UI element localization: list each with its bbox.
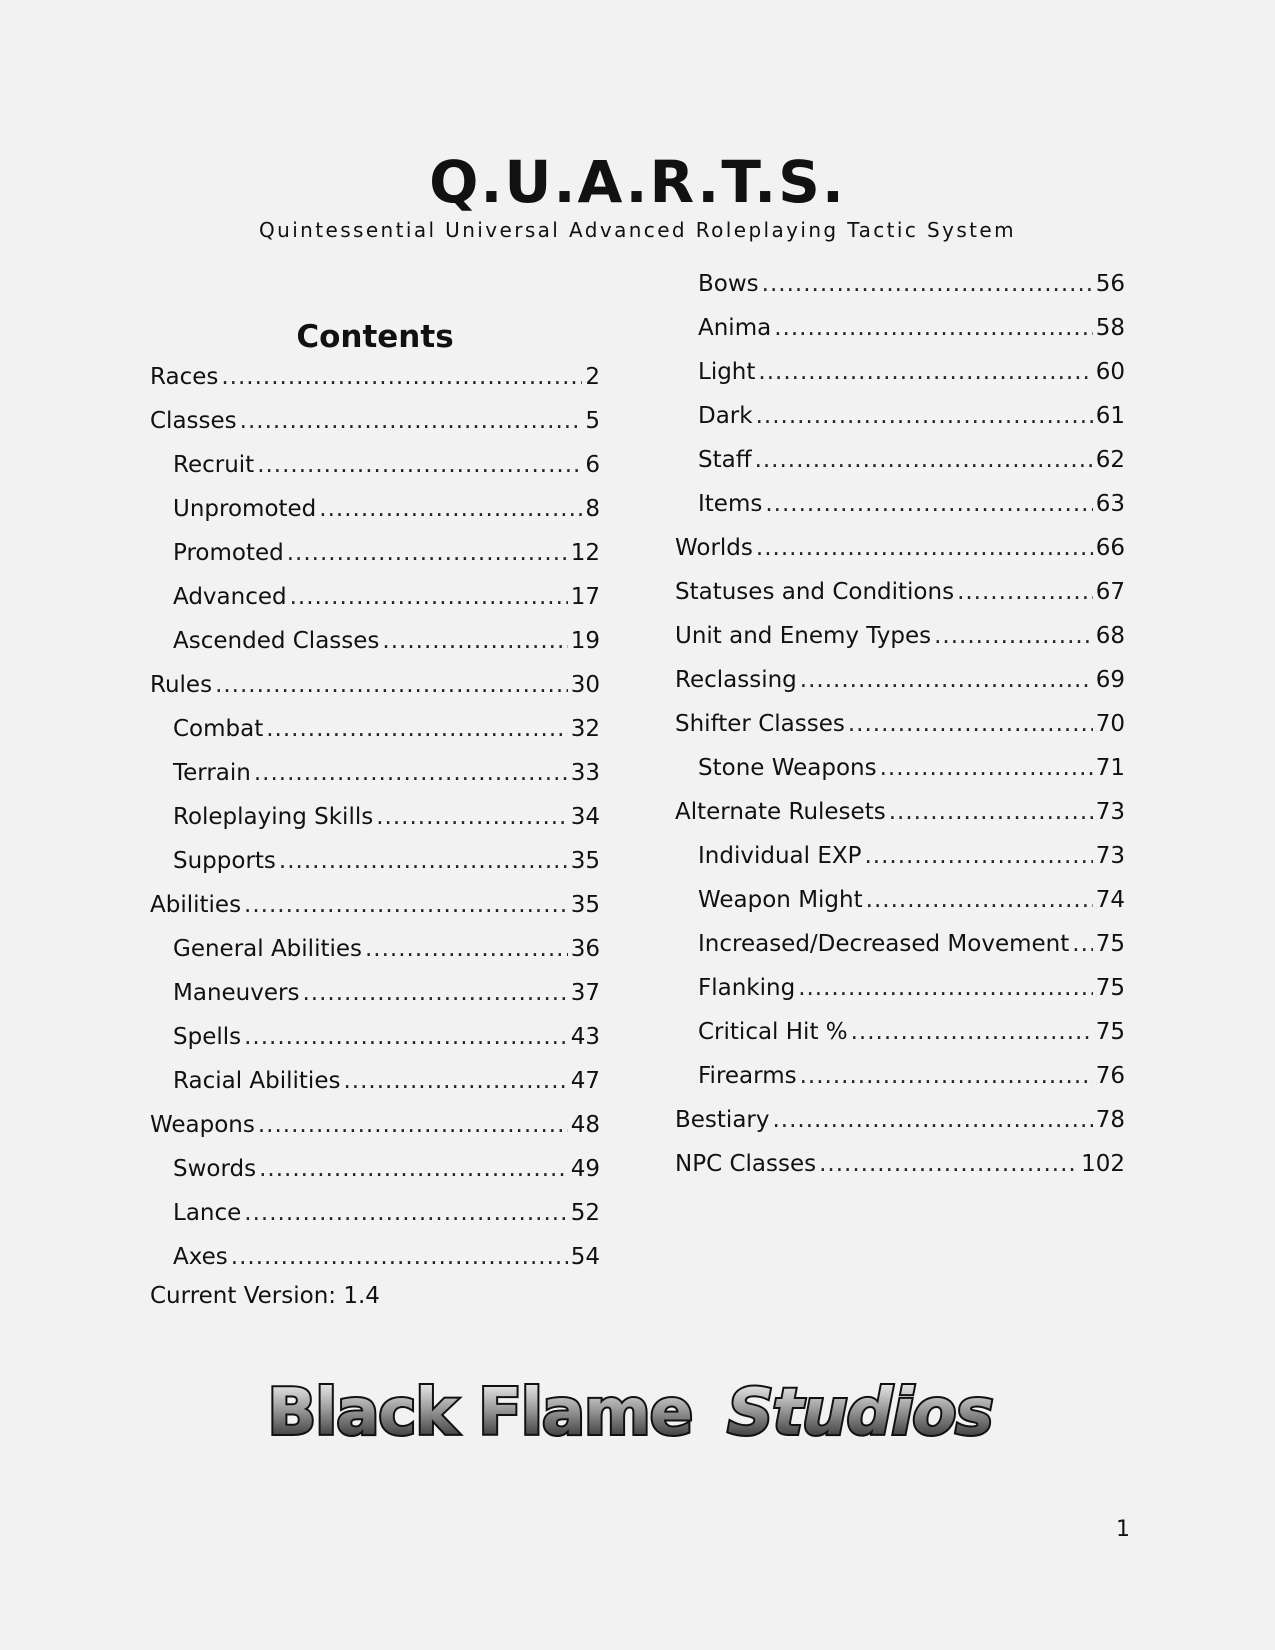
toc-entry-page: 102 xyxy=(1081,1151,1125,1177)
toc-entry-label: Critical Hit % xyxy=(698,1019,848,1045)
toc-entry-page: 75 xyxy=(1095,1019,1125,1045)
toc-entry xyxy=(150,1147,600,1191)
document-subtitle: Quintessential Universal Advanced Roleplaying Tactic System xyxy=(259,218,1016,242)
toc-entry-label: Light xyxy=(698,359,756,385)
toc-entry-label: Reclassing xyxy=(675,667,797,693)
toc-entry-label: Racial Abilities xyxy=(173,1068,341,1094)
dot-leader xyxy=(244,891,568,919)
dot-leader xyxy=(266,715,567,743)
toc-entry xyxy=(675,1142,1125,1186)
dot-leader xyxy=(240,407,583,435)
dot-leader xyxy=(279,847,568,875)
toc-entry-page: 5 xyxy=(585,408,600,434)
toc-entry xyxy=(675,966,1125,1010)
toc-entry-label: Unit and Enemy Types xyxy=(675,623,932,649)
toc-entry xyxy=(675,570,1125,614)
toc-entry-page: 62 xyxy=(1095,447,1125,473)
dot-leader xyxy=(774,314,1093,342)
toc-entry-label: Lance xyxy=(173,1200,242,1226)
toc-entry xyxy=(675,746,1125,790)
dot-leader xyxy=(851,1018,1093,1046)
toc-entry-label: Recruit xyxy=(173,452,255,478)
dot-leader xyxy=(215,671,568,699)
toc-entry xyxy=(675,658,1125,702)
toc-entry-label: Terrain xyxy=(173,760,251,786)
toc-entry-label: Roleplaying Skills xyxy=(173,804,374,830)
toc-entry-label: Classes xyxy=(150,408,237,434)
toc-entry-label: Unpromoted xyxy=(173,496,317,522)
toc-entry xyxy=(675,262,1125,306)
toc-entry xyxy=(150,751,600,795)
toc-entry-page: 75 xyxy=(1095,931,1125,957)
toc-entry-label: Races xyxy=(150,364,219,390)
toc-entry-page: 43 xyxy=(570,1024,600,1050)
toc-entry-label: Shifter Classes xyxy=(675,711,845,737)
toc-entry xyxy=(675,1098,1125,1142)
toc-entry-page: 56 xyxy=(1095,271,1125,297)
logo-text-studios: Studios xyxy=(727,1376,993,1450)
toc-entry-label: Promoted xyxy=(173,540,284,566)
toc-entry-label: Stone Weapons xyxy=(698,755,877,781)
black-flame-studios-logo xyxy=(245,1362,1015,1462)
toc-entry-page: 67 xyxy=(1095,579,1125,605)
toc-entry xyxy=(675,790,1125,834)
dot-leader xyxy=(302,979,567,1007)
toc-entry-page: 73 xyxy=(1095,843,1125,869)
dot-leader xyxy=(319,495,582,523)
toc-entry-page: 61 xyxy=(1095,403,1125,429)
toc-entry-label: General Abilities xyxy=(173,936,362,962)
toc-entry-label: Items xyxy=(698,491,763,517)
toc-entry-label: Anima xyxy=(698,315,772,341)
toc-entry-label: Bestiary xyxy=(675,1107,770,1133)
toc-entry xyxy=(150,707,600,751)
toc-entry xyxy=(150,883,600,927)
toc-entry xyxy=(675,482,1125,526)
toc-entry xyxy=(150,663,600,707)
toc-entry-label: Bows xyxy=(698,271,759,297)
toc-entry-page: 66 xyxy=(1095,535,1125,561)
toc-entry-label: Swords xyxy=(173,1156,257,1182)
toc-entry xyxy=(150,1015,600,1059)
toc-column-left xyxy=(150,355,600,1279)
dot-leader xyxy=(231,1243,568,1271)
contents-heading: Contents xyxy=(296,319,454,355)
toc-entry-label: Statuses and Conditions xyxy=(675,579,955,605)
dot-leader xyxy=(819,1150,1078,1178)
version-text: Current Version: 1.4 xyxy=(150,1283,380,1309)
toc-entry-page: 17 xyxy=(570,584,600,610)
dot-leader xyxy=(1072,930,1092,958)
toc-entry xyxy=(675,526,1125,570)
toc-entry-page: 34 xyxy=(570,804,600,830)
toc-entry-page: 63 xyxy=(1095,491,1125,517)
toc-entry xyxy=(150,487,600,531)
toc-entry-label: Rules xyxy=(150,672,213,698)
toc-entry xyxy=(675,1054,1125,1098)
toc-entry xyxy=(675,438,1125,482)
toc-entry xyxy=(150,927,600,971)
toc-entry-page: 73 xyxy=(1095,799,1125,825)
toc-entry xyxy=(675,922,1125,966)
toc-entry-page: 2 xyxy=(585,364,600,390)
dot-leader xyxy=(889,798,1093,826)
dot-leader xyxy=(864,842,1092,870)
toc-entry-label: Combat xyxy=(173,716,264,742)
toc-entry xyxy=(150,1235,600,1279)
toc-entry xyxy=(150,531,600,575)
toc-entry-page: 37 xyxy=(570,980,600,1006)
dot-leader xyxy=(866,886,1093,914)
toc-entry xyxy=(675,878,1125,922)
toc-entry-page: 54 xyxy=(570,1244,600,1270)
toc-column-right xyxy=(675,262,1125,1186)
toc-entry-page: 48 xyxy=(570,1112,600,1138)
dot-leader xyxy=(798,974,1093,1002)
dot-leader xyxy=(755,446,1093,474)
toc-entry-label: Weapon Might xyxy=(698,887,863,913)
toc-entry-label: Firearms xyxy=(698,1063,797,1089)
dot-leader xyxy=(290,583,568,611)
dot-leader xyxy=(287,539,568,567)
toc-entry-label: Maneuvers xyxy=(173,980,300,1006)
toc-entry-label: Spells xyxy=(173,1024,242,1050)
toc-entry-page: 49 xyxy=(570,1156,600,1182)
toc-entry xyxy=(150,1059,600,1103)
dot-leader xyxy=(934,622,1093,650)
dot-leader xyxy=(244,1023,568,1051)
dot-leader xyxy=(880,754,1093,782)
dot-leader xyxy=(756,534,1093,562)
toc-entry-page: 32 xyxy=(570,716,600,742)
toc-entry xyxy=(150,971,600,1015)
toc-entry xyxy=(150,795,600,839)
toc-entry xyxy=(675,350,1125,394)
dot-leader xyxy=(244,1199,567,1227)
dot-leader xyxy=(258,1111,568,1139)
dot-leader xyxy=(800,666,1093,694)
toc-entry-label: Weapons xyxy=(150,1112,255,1138)
dot-leader xyxy=(758,358,1092,386)
toc-entry xyxy=(675,1010,1125,1054)
toc-entry-page: 68 xyxy=(1095,623,1125,649)
toc-entry-label: Staff xyxy=(698,447,752,473)
toc-entry-page: 8 xyxy=(585,496,600,522)
toc-entry xyxy=(150,1191,600,1235)
toc-entry xyxy=(150,1103,600,1147)
toc-entry-page: 75 xyxy=(1095,975,1125,1001)
dot-leader xyxy=(254,759,568,787)
dot-leader xyxy=(365,935,568,963)
toc-entry xyxy=(675,306,1125,350)
svg-text:Black Flame Studios xyxy=(268,1376,993,1450)
toc-entry xyxy=(675,702,1125,746)
toc-entry-page: 19 xyxy=(570,628,600,654)
toc-entry-label: NPC Classes xyxy=(675,1151,817,1177)
toc-entry-page: 58 xyxy=(1095,315,1125,341)
toc-entry-label: Supports xyxy=(173,848,276,874)
toc-entry-label: Increased/Decreased Movement xyxy=(698,931,1070,957)
toc-entry-page: 33 xyxy=(570,760,600,786)
toc-entry xyxy=(150,399,600,443)
dot-leader xyxy=(957,578,1093,606)
toc-entry-label: Worlds xyxy=(675,535,753,561)
toc-entry-page: 69 xyxy=(1095,667,1125,693)
dot-leader xyxy=(765,490,1092,518)
toc-entry-page: 36 xyxy=(570,936,600,962)
dot-leader xyxy=(221,363,582,391)
toc-entry xyxy=(675,834,1125,878)
toc-entry-label: Axes xyxy=(173,1244,228,1270)
toc-entry-page: 70 xyxy=(1095,711,1125,737)
toc-entry xyxy=(150,575,600,619)
toc-entry-label: Flanking xyxy=(698,975,796,1001)
toc-entry xyxy=(150,443,600,487)
toc-entry-page: 52 xyxy=(570,1200,600,1226)
toc-entry-page: 71 xyxy=(1095,755,1125,781)
toc-entry-label: Abilities xyxy=(150,892,242,918)
toc-entry-page: 74 xyxy=(1095,887,1125,913)
toc-entry-page: 35 xyxy=(570,892,600,918)
dot-leader xyxy=(376,803,568,831)
toc-entry-page: 30 xyxy=(570,672,600,698)
dot-leader xyxy=(756,402,1093,430)
toc-entry xyxy=(675,394,1125,438)
toc-entry-page: 47 xyxy=(570,1068,600,1094)
toc-entry-label: Ascended Classes xyxy=(173,628,380,654)
toc-entry xyxy=(675,614,1125,658)
toc-entry-page: 76 xyxy=(1095,1063,1125,1089)
dot-leader xyxy=(772,1106,1092,1134)
dot-leader xyxy=(343,1067,567,1095)
toc-entry-page: 78 xyxy=(1095,1107,1125,1133)
page-number: 1 xyxy=(1116,1517,1130,1542)
dot-leader xyxy=(259,1155,568,1183)
toc-entry-label: Dark xyxy=(698,403,753,429)
logo-text-black-flame: Black Flame xyxy=(267,1376,693,1450)
dot-leader xyxy=(382,627,567,655)
toc-entry-page: 60 xyxy=(1095,359,1125,385)
toc-entry xyxy=(150,355,600,399)
toc-entry-page: 6 xyxy=(585,452,600,478)
toc-entry-label: Advanced xyxy=(173,584,287,610)
dot-leader xyxy=(848,710,1093,738)
toc-entry-label: Alternate Rulesets xyxy=(675,799,886,825)
document-title: Q.U.A.R.T.S. xyxy=(429,148,846,216)
toc-entry-page: 12 xyxy=(570,540,600,566)
dot-leader xyxy=(762,270,1093,298)
toc-entry xyxy=(150,839,600,883)
dot-leader xyxy=(800,1062,1093,1090)
toc-entry xyxy=(150,619,600,663)
dot-leader xyxy=(257,451,582,479)
toc-entry-label: Individual EXP xyxy=(698,843,862,869)
toc-entry-page: 35 xyxy=(570,848,600,874)
